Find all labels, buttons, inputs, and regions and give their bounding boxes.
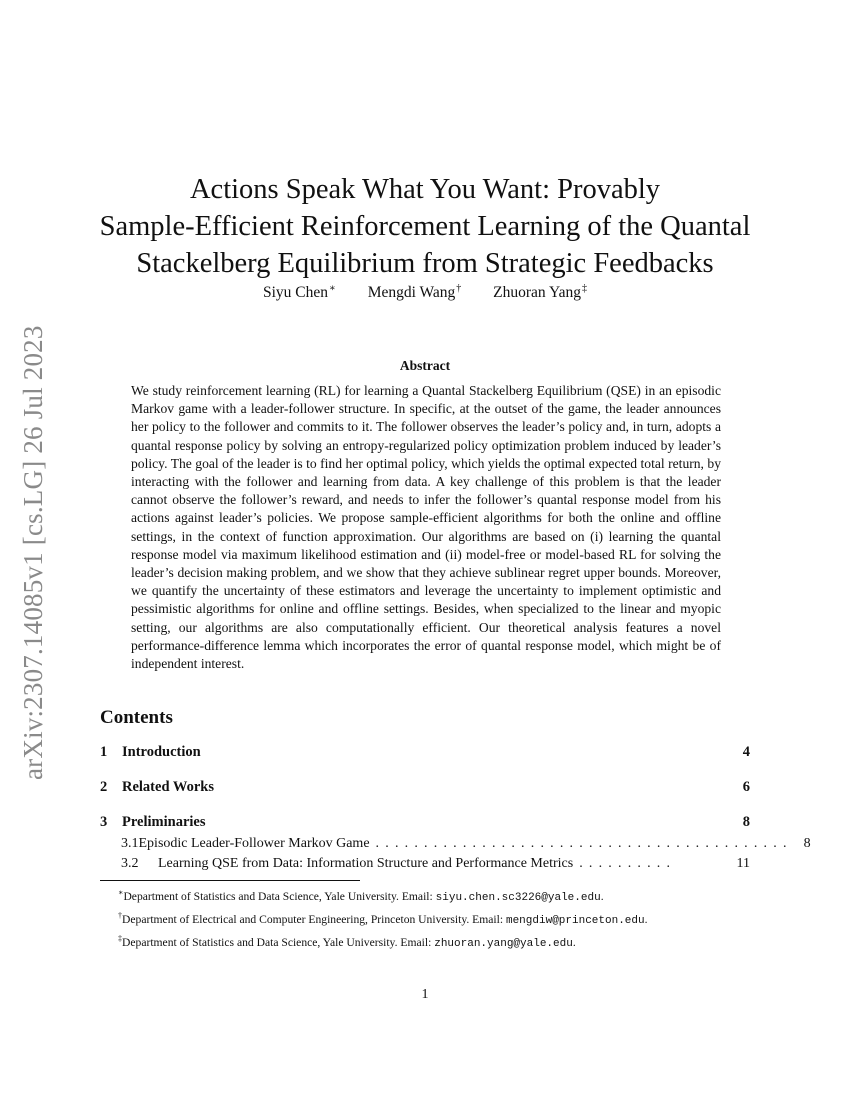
footnote-affiliation: Department of Electrical and Computer Engineering, Princeton University. Email: — [122, 913, 506, 927]
footnote-mark: ∗ — [118, 888, 124, 897]
author-footnote-mark: ∗ — [329, 283, 336, 294]
footnote-zhuoran-yang — [118, 930, 758, 953]
toc-section-number: 1 — [100, 744, 108, 760]
table-of-contents — [100, 744, 811, 876]
toc-leader-dots: .......... — [579, 856, 677, 871]
footnote-end: . — [644, 913, 648, 927]
toc-section-label: Preliminaries — [122, 814, 206, 830]
toc-section-related-works[interactable] — [100, 779, 750, 801]
contents-heading: Contents — [100, 707, 173, 728]
toc-subsection-label: Episodic Leader-Follower Markov Game — [138, 836, 370, 851]
footnote-mark: † — [118, 911, 122, 921]
arxiv-identifier-stamp: arXiv:2307.14085v1 [cs.LG] 26 Jul 2023 — [18, 325, 48, 780]
author-mengdi-wang — [368, 283, 462, 302]
footnote-divider — [100, 880, 360, 881]
footnote-affiliation: Department of Statistics and Data Science, Yale University. Email: — [123, 890, 436, 903]
toc-section-number: 2 — [100, 779, 108, 795]
paper-title — [60, 171, 790, 282]
author-zhuoran-yang — [493, 283, 587, 302]
abstract-heading: Abstract — [399, 358, 451, 373]
footnote-mengdi-wang — [118, 907, 758, 930]
toc-section-page: 8 — [742, 814, 750, 830]
title-line-3: Stackelberg Equilibrium from Strategic Feedbacks — [136, 248, 714, 280]
toc-section-introduction[interactable] — [100, 744, 750, 766]
toc-subsection-label: Learning QSE from Data: Information Structure and Performance Metrics — [158, 856, 574, 871]
toc-section-page: 6 — [742, 779, 750, 795]
author-name: Mengdi Wang — [367, 284, 456, 301]
author-footnote-mark: † — [456, 283, 462, 294]
page-number: 1 — [421, 987, 429, 1002]
toc-section-label: Introduction — [122, 744, 201, 760]
toc-subsection-episodic-game[interactable] — [100, 836, 811, 856]
title-line-2: Sample-Efficient Reinforcement Learning of the Quantal — [99, 211, 751, 243]
toc-section-page: 4 — [742, 744, 750, 760]
footnote-end: . — [600, 890, 604, 903]
footnotes — [118, 884, 758, 954]
toc-subsection-learning-qse[interactable] — [100, 856, 750, 876]
footnote-affiliation: Department of Statistics and Data Science, Yale University. Email: — [122, 936, 435, 950]
footnote-email[interactable]: zhuoran.yang@yale.edu — [434, 938, 573, 951]
footnote-email[interactable]: mengdiw@princeton.edu — [505, 915, 645, 928]
footnote-email[interactable]: siyu.chen.sc3226@yale.edu — [435, 892, 601, 904]
author-name: Siyu Chen — [262, 284, 329, 301]
footnote-mark: ‡ — [118, 934, 122, 944]
toc-section-label: Related Works — [122, 779, 214, 795]
footnote-siyu-chen — [118, 884, 758, 907]
abstract-text: We study reinforcement learning (RL) for learning a Quantal Stackelberg Equilibrium (QSE) in an episodic Markov game with a leader-follower structure. In specific, at the outset of the game, the leader announces her policy to the follower and commits to it. The follower observes the leader’s policy and, in turn, adopts a quantal response policy by solving an entropy-regularized policy optimization problem induced by leader’s policy. The goal of the leader is to find her optimal policy, which yields the optimal expected total return, by interacting with the follower and learning from data. A key challenge of this problem is that the leader cannot observe the follower’s reward, and needs to infer the follower’s quantal response model from his actions against leader’s policies. We propose sample-efficient algorithms for both the online and offline settings, in the context of function approximation. Our algorithms are based on (i) learning the quantal response model via maximum likelihood estimation and (ii) model-free or model-based RL for solving the leader’s decision making problem, and we show that they achieve sublinear regret upper bounds. Moreover, we quantify the uncertainty of these estimators and leverage the uncertainty to implement optimistic and pessimistic algorithms for online and offline settings. Besides, when specialized to the linear and myopic setting, our algorithms are also computationally efficient. Our theoretical analysis features a novel performance-difference lemma which incorporates the error of quantal response model, which might be of independent interest. — [131, 383, 721, 672]
title-line-1: Actions Speak What You Want: Provably — [189, 174, 661, 206]
toc-section-number: 3 — [100, 814, 108, 830]
toc-subsection-page: 11 — [736, 856, 750, 871]
toc-subsection-number: 3.1 — [121, 836, 139, 851]
author-name: Zhuoran Yang — [493, 284, 581, 301]
toc-leader-dots: ........................................... — [375, 836, 793, 851]
author-list — [100, 283, 750, 302]
toc-section-preliminaries[interactable] — [100, 814, 750, 836]
toc-subsection-number: 3.2 — [121, 856, 139, 871]
author-footnote-mark: ‡ — [582, 283, 587, 294]
author-siyu-chen — [263, 283, 336, 302]
toc-subsection-page: 8 — [803, 836, 811, 851]
footnote-end: . — [572, 936, 576, 950]
